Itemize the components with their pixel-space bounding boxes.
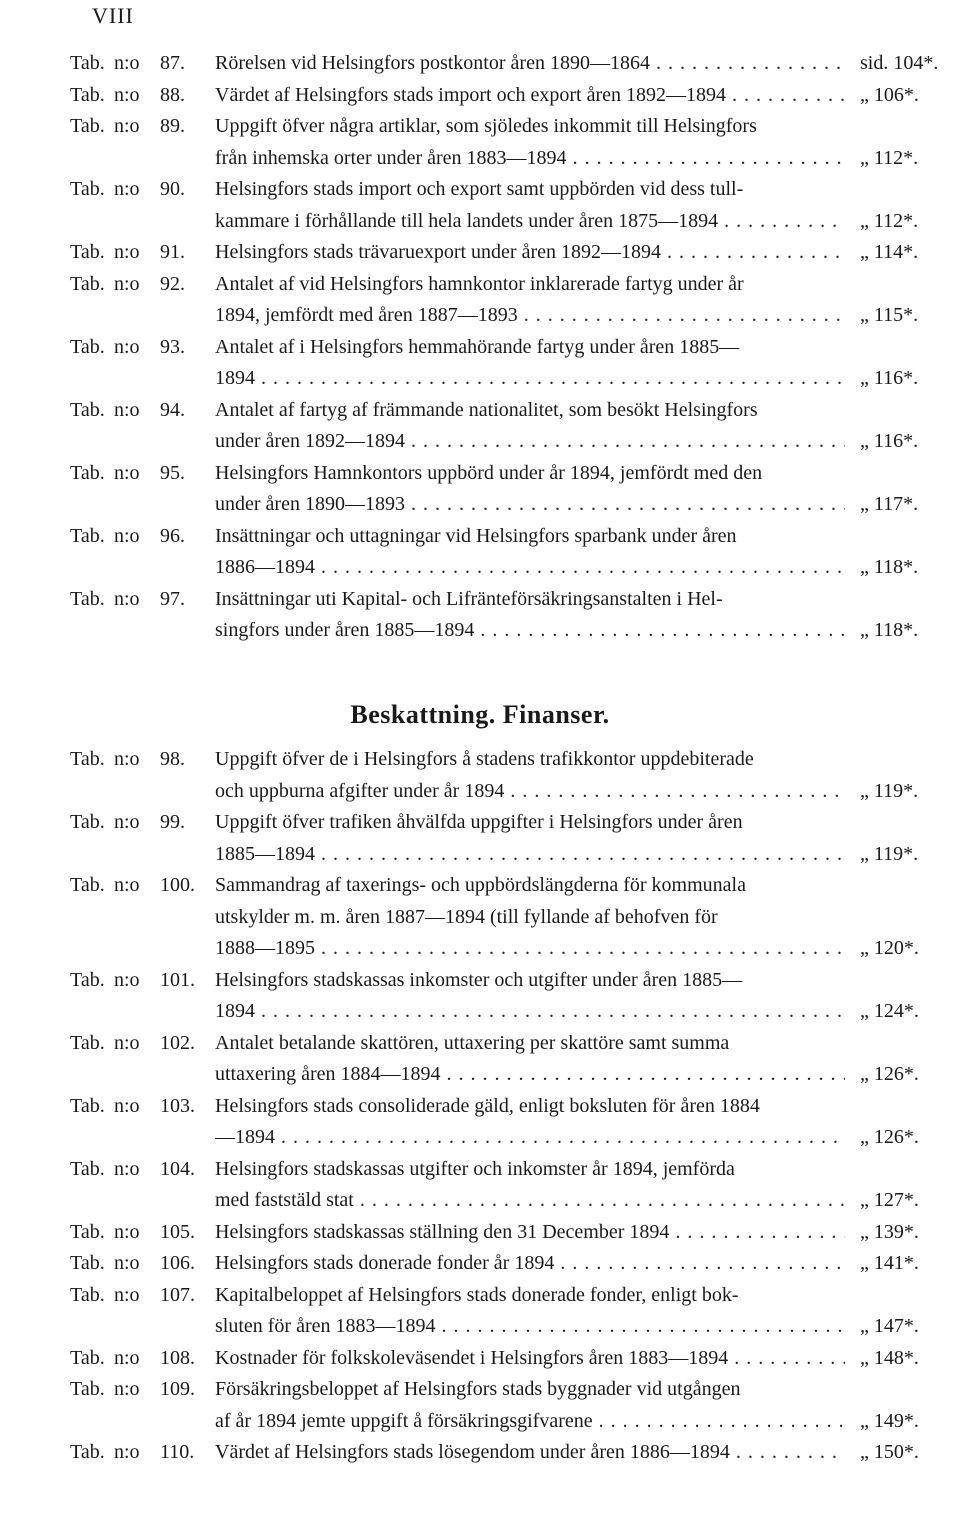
table-label bbox=[70, 458, 210, 490]
description-line bbox=[215, 1059, 845, 1091]
description-text: Rörelsen vid Helsingfors postkontor åren 1890—1864 bbox=[215, 52, 650, 74]
dot-leader bbox=[447, 1059, 846, 1091]
dot-leader bbox=[261, 996, 845, 1028]
table-label-num: 106. bbox=[160, 1252, 195, 1274]
description-line bbox=[215, 1122, 845, 1154]
section-heading: Beskattning. Finanser. bbox=[350, 700, 610, 729]
dot-leader bbox=[599, 1406, 845, 1438]
dot-leader bbox=[732, 80, 845, 112]
description-text: Helsingfors stads import och export samt uppbörden vid dess tull- bbox=[215, 178, 744, 200]
table-label bbox=[70, 1437, 210, 1469]
table-label bbox=[70, 521, 210, 553]
table-label-tab: Tab. bbox=[70, 968, 105, 991]
description-text: Antalet af vid Helsingfors hamnkontor inklarerade fartyg under år bbox=[215, 272, 744, 295]
toc-entry bbox=[0, 1091, 960, 1154]
table-label bbox=[70, 870, 210, 902]
description-line bbox=[215, 1028, 845, 1060]
table-label-num: 102. bbox=[160, 1031, 195, 1054]
table-label-no: n:o bbox=[114, 115, 140, 137]
table-label-tab: Tab. bbox=[70, 1252, 105, 1274]
page-reference: „ 124*. bbox=[860, 1000, 919, 1022]
description-line bbox=[215, 1248, 845, 1280]
table-label-no: n:o bbox=[114, 524, 140, 547]
table-label-no: n:o bbox=[114, 335, 140, 358]
table-description bbox=[215, 174, 845, 237]
dot-leader bbox=[736, 1437, 845, 1469]
description-text: af år 1894 jemte uppgift å försäkringsgifvarene bbox=[215, 1409, 593, 1432]
table-label-tab: Tab. bbox=[70, 524, 105, 547]
description-line bbox=[215, 807, 845, 839]
description-line bbox=[215, 1185, 845, 1217]
dot-leader bbox=[724, 206, 845, 238]
table-label-num: 101. bbox=[160, 968, 195, 991]
description-text: under åren 1892—1894 bbox=[215, 430, 405, 452]
description-line bbox=[215, 1437, 845, 1469]
description-line bbox=[215, 965, 845, 997]
table-label-num: 96. bbox=[160, 524, 185, 547]
table-label bbox=[70, 744, 210, 776]
description-text: Kostnader för folkskoleväsendet i Helsingfors åren 1883—1894 bbox=[215, 1346, 729, 1369]
table-label bbox=[70, 111, 210, 143]
table-label bbox=[70, 269, 210, 301]
description-text: Värdet af Helsingfors stads lösegendom under åren 1886—1894 bbox=[215, 1441, 730, 1463]
dot-leader bbox=[560, 1248, 845, 1280]
table-label-num: 87. bbox=[160, 52, 185, 74]
toc-entry bbox=[0, 237, 960, 269]
description-line bbox=[215, 48, 845, 80]
table-description bbox=[215, 80, 845, 112]
description-line bbox=[215, 1311, 845, 1343]
dot-leader bbox=[261, 363, 845, 395]
description-text: sluten för åren 1883—1894 bbox=[215, 1315, 436, 1337]
description-text: Helsingfors stadskassas utgifter och inkomster år 1894, jemförda bbox=[215, 1157, 735, 1180]
page-reference: „ 147*. bbox=[860, 1315, 919, 1337]
table-label-num: 100. bbox=[160, 874, 195, 896]
description-line bbox=[215, 1091, 845, 1123]
description-line bbox=[215, 332, 845, 364]
description-text: från inhemska orter under åren 1883—1894 bbox=[215, 146, 567, 169]
table-label-num: 93. bbox=[160, 335, 185, 358]
table-label-tab: Tab. bbox=[70, 1378, 105, 1400]
description-text: utskylder m. m. åren 1887—1894 (till fyllande af behofven för bbox=[215, 905, 718, 928]
toc-entry bbox=[0, 744, 960, 807]
table-description bbox=[215, 744, 845, 807]
description-text: Antalet af i Helsingfors hemmahörande fartyg under åren 1885— bbox=[215, 335, 740, 358]
table-label-num: 90. bbox=[160, 178, 185, 200]
table-label-tab: Tab. bbox=[70, 335, 105, 358]
page-reference: „ 126*. bbox=[860, 1126, 919, 1148]
description-text: Värdet af Helsingfors stads import och export åren 1892—1894 bbox=[215, 83, 726, 106]
description-text: Antalet betalande skattören, uttaxering per skattöre samt summa bbox=[215, 1031, 730, 1054]
table-label-tab: Tab. bbox=[70, 811, 105, 833]
toc-entry bbox=[0, 807, 960, 870]
dot-leader bbox=[360, 1185, 845, 1217]
table-label-tab: Tab. bbox=[70, 115, 105, 137]
page-number: VIII bbox=[92, 3, 134, 28]
description-line bbox=[215, 902, 845, 934]
description-line bbox=[215, 776, 845, 808]
table-description bbox=[215, 1343, 845, 1375]
description-text: Uppgift öfver trafiken åhvälfda uppgifter i Helsingfors under åren bbox=[215, 811, 743, 833]
toc-entry bbox=[0, 1280, 960, 1343]
dot-leader bbox=[411, 426, 845, 458]
table-label-tab: Tab. bbox=[70, 178, 105, 200]
table-description bbox=[215, 458, 845, 521]
description-text: 1888—1895 bbox=[215, 937, 315, 959]
dot-leader bbox=[411, 489, 845, 521]
description-line bbox=[215, 458, 845, 490]
toc-entry bbox=[0, 584, 960, 647]
dot-leader bbox=[510, 776, 845, 808]
table-label-no: n:o bbox=[114, 1031, 140, 1054]
page-reference: „ 118*. bbox=[860, 556, 919, 578]
table-description bbox=[215, 807, 845, 870]
table-label-tab: Tab. bbox=[70, 1157, 105, 1180]
description-line bbox=[215, 521, 845, 553]
description-line bbox=[215, 489, 845, 521]
table-label-tab: Tab. bbox=[70, 1220, 105, 1243]
table-label-no: n:o bbox=[114, 1441, 140, 1463]
table-label bbox=[70, 332, 210, 364]
page-reference: „ 126*. bbox=[860, 1063, 919, 1085]
table-description bbox=[215, 965, 845, 1028]
description-line bbox=[215, 174, 845, 206]
description-text: Uppgift öfver några artiklar, som sjöledes inkommit till Helsingfors bbox=[215, 115, 757, 137]
table-label bbox=[70, 48, 210, 80]
page-reference: „ 150*. bbox=[860, 1441, 919, 1463]
table-description bbox=[215, 237, 845, 269]
description-line bbox=[215, 395, 845, 427]
description-line bbox=[215, 839, 845, 871]
page-reference: „ 119*. bbox=[860, 842, 919, 865]
dot-leader bbox=[573, 143, 845, 175]
description-line bbox=[215, 744, 845, 776]
description-line bbox=[215, 206, 845, 238]
table-description bbox=[215, 1280, 845, 1343]
table-label-no: n:o bbox=[114, 1157, 140, 1180]
toc-entry bbox=[0, 1028, 960, 1091]
table-label-tab: Tab. bbox=[70, 1094, 105, 1117]
dot-leader bbox=[321, 839, 845, 871]
table-label-no: n:o bbox=[114, 83, 140, 106]
table-label-no: n:o bbox=[114, 1252, 140, 1274]
description-line bbox=[215, 80, 845, 112]
table-label bbox=[70, 1154, 210, 1186]
table-label-no: n:o bbox=[114, 874, 140, 896]
page-reference: „ 117*. bbox=[860, 493, 919, 515]
description-line bbox=[215, 933, 845, 965]
table-label-no: n:o bbox=[114, 461, 140, 484]
table-label-no: n:o bbox=[114, 1346, 140, 1369]
toc-entry bbox=[0, 111, 960, 174]
description-text: Helsingfors Hamnkontors uppbörd under år 1894, jemfördt med den bbox=[215, 461, 763, 484]
table-label bbox=[70, 174, 210, 206]
table-label-num: 104. bbox=[160, 1157, 195, 1180]
table-label-tab: Tab. bbox=[70, 1441, 105, 1463]
table-label-num: 92. bbox=[160, 272, 185, 295]
table-description bbox=[215, 332, 845, 395]
toc-entry bbox=[0, 458, 960, 521]
table-label bbox=[70, 1217, 210, 1249]
description-text: och uppburna afgifter under år 1894 bbox=[215, 779, 505, 802]
dot-leader bbox=[321, 552, 845, 584]
page-reference: sid. 104*. bbox=[860, 52, 939, 74]
description-text: 1894, jemfördt med åren 1887—1893 bbox=[215, 304, 518, 326]
description-line bbox=[215, 870, 845, 902]
table-label-tab: Tab. bbox=[70, 1346, 105, 1369]
table-label-num: 110. bbox=[160, 1441, 195, 1463]
description-line bbox=[215, 300, 845, 332]
description-line bbox=[215, 1280, 845, 1312]
table-description bbox=[215, 48, 845, 80]
table-label bbox=[70, 1343, 210, 1375]
toc-entry bbox=[0, 1248, 960, 1280]
toc-entry bbox=[0, 269, 960, 332]
description-line bbox=[215, 1374, 845, 1406]
dot-leader bbox=[442, 1311, 845, 1343]
dot-leader bbox=[675, 1217, 845, 1249]
table-label-no: n:o bbox=[114, 968, 140, 991]
description-line bbox=[215, 552, 845, 584]
table-label-num: 88. bbox=[160, 83, 185, 106]
table-description bbox=[215, 1091, 845, 1154]
table-label-num: 99. bbox=[160, 811, 185, 833]
description-line bbox=[215, 1217, 845, 1249]
table-label-no: n:o bbox=[114, 1378, 140, 1400]
table-label-tab: Tab. bbox=[70, 461, 105, 484]
toc-entry bbox=[0, 174, 960, 237]
page-reference: „ 116*. bbox=[860, 367, 919, 389]
table-label bbox=[70, 80, 210, 112]
toc-entry bbox=[0, 521, 960, 584]
page-reference: „ 112*. bbox=[860, 209, 919, 232]
toc-entry bbox=[0, 1154, 960, 1217]
table-label-tab: Tab. bbox=[70, 241, 105, 263]
description-text: Helsingfors stads trävaruexport under åren 1892—1894 bbox=[215, 241, 661, 263]
table-label-no: n:o bbox=[114, 748, 140, 770]
table-description bbox=[215, 1374, 845, 1437]
description-text: 1894 bbox=[215, 367, 255, 389]
table-list-section-2 bbox=[0, 744, 960, 1469]
page-reference: „ 118*. bbox=[860, 619, 919, 641]
description-text: Försäkringsbeloppet af Helsingfors stads byggnader vid utgången bbox=[215, 1378, 741, 1400]
table-label-num: 91. bbox=[160, 241, 185, 263]
table-label bbox=[70, 1248, 210, 1280]
table-label bbox=[70, 584, 210, 616]
table-label-tab: Tab. bbox=[70, 587, 105, 610]
table-label-no: n:o bbox=[114, 1220, 140, 1243]
table-label-tab: Tab. bbox=[70, 874, 105, 896]
table-description bbox=[215, 1217, 845, 1249]
description-line bbox=[215, 426, 845, 458]
table-label-no: n:o bbox=[114, 178, 140, 200]
toc-entry bbox=[0, 395, 960, 458]
table-label-no: n:o bbox=[114, 1094, 140, 1117]
description-text: 1894 bbox=[215, 1000, 255, 1022]
description-line bbox=[215, 1343, 845, 1375]
toc-entry bbox=[0, 332, 960, 395]
dot-leader bbox=[734, 1343, 845, 1375]
description-text: —1894 bbox=[215, 1126, 275, 1148]
table-description bbox=[215, 584, 845, 647]
description-text: Insättningar uti Kapital- och Lifränteförsäkringsanstalten i Hel- bbox=[215, 587, 723, 610]
table-description bbox=[215, 1028, 845, 1091]
table-label-no: n:o bbox=[114, 272, 140, 295]
table-label-tab: Tab. bbox=[70, 1031, 105, 1054]
description-text: Sammandrag af taxerings- och uppbördslängderna för kommunala bbox=[215, 874, 746, 896]
description-text: Insättningar och uttagningar vid Helsingfors sparbank under åren bbox=[215, 524, 737, 547]
table-label-num: 105. bbox=[160, 1220, 195, 1243]
table-label-num: 107. bbox=[160, 1283, 195, 1306]
page-reference: „ 112*. bbox=[860, 146, 919, 169]
description-text: Uppgift öfver de i Helsingfors å stadens trafikkontor uppdebiterade bbox=[215, 748, 754, 770]
table-label-num: 108. bbox=[160, 1346, 195, 1369]
dot-leader bbox=[524, 300, 845, 332]
description-line bbox=[215, 584, 845, 616]
page-reference: „ 141*. bbox=[860, 1252, 919, 1274]
table-label bbox=[70, 807, 210, 839]
table-label-num: 97. bbox=[160, 587, 185, 610]
table-label bbox=[70, 1028, 210, 1060]
table-label-no: n:o bbox=[114, 398, 140, 421]
table-description bbox=[215, 870, 845, 965]
table-description bbox=[215, 1248, 845, 1280]
table-description bbox=[215, 269, 845, 332]
description-line bbox=[215, 1406, 845, 1438]
table-description bbox=[215, 395, 845, 458]
table-label-num: 89. bbox=[160, 115, 185, 137]
table-label-no: n:o bbox=[114, 811, 140, 833]
table-label-num: 109. bbox=[160, 1378, 195, 1400]
toc-entry bbox=[0, 80, 960, 112]
description-text: Helsingfors stadskassas ställning den 31 December 1894 bbox=[215, 1220, 670, 1243]
table-label-num: 103. bbox=[160, 1094, 195, 1117]
table-description bbox=[215, 1437, 845, 1469]
table-label bbox=[70, 395, 210, 427]
description-line bbox=[215, 363, 845, 395]
description-text: uttaxering åren 1884—1894 bbox=[215, 1063, 441, 1085]
description-line bbox=[215, 1154, 845, 1186]
page-reference: „ 119*. bbox=[860, 779, 919, 802]
page-reference: „ 115*. bbox=[860, 304, 919, 326]
description-text: kammare i förhållande till hela landets under åren 1875—1894 bbox=[215, 209, 719, 232]
table-label-num: 98. bbox=[160, 748, 185, 770]
description-text: 1885—1894 bbox=[215, 842, 315, 865]
table-label-num: 95. bbox=[160, 461, 185, 484]
page-reference: „ 149*. bbox=[860, 1409, 919, 1432]
table-description bbox=[215, 521, 845, 584]
description-text: under åren 1890—1893 bbox=[215, 493, 405, 515]
table-label bbox=[70, 965, 210, 997]
dot-leader bbox=[321, 933, 845, 965]
table-label-tab: Tab. bbox=[70, 748, 105, 770]
description-line bbox=[215, 615, 845, 647]
page-reference: „ 148*. bbox=[860, 1346, 919, 1369]
toc-entry bbox=[0, 1374, 960, 1437]
table-label-no: n:o bbox=[114, 1283, 140, 1306]
description-line bbox=[215, 996, 845, 1028]
page-reference: „ 114*. bbox=[860, 241, 919, 263]
page-reference: „ 106*. bbox=[860, 83, 919, 106]
description-line bbox=[215, 237, 845, 269]
page-reference: „ 139*. bbox=[860, 1220, 919, 1243]
table-label-tab: Tab. bbox=[70, 398, 105, 421]
table-label bbox=[70, 1091, 210, 1123]
table-label-num: 94. bbox=[160, 398, 185, 421]
toc-entry bbox=[0, 48, 960, 80]
table-label-no: n:o bbox=[114, 52, 140, 74]
table-label bbox=[70, 1280, 210, 1312]
table-label-tab: Tab. bbox=[70, 52, 105, 74]
dot-leader bbox=[281, 1122, 845, 1154]
table-label-tab: Tab. bbox=[70, 1283, 105, 1306]
description-text: 1886—1894 bbox=[215, 556, 315, 578]
toc-entry bbox=[0, 965, 960, 1028]
table-label-no: n:o bbox=[114, 241, 140, 263]
description-line bbox=[215, 269, 845, 301]
page-reference: „ 120*. bbox=[860, 937, 919, 959]
description-text: singfors under åren 1885—1894 bbox=[215, 619, 475, 641]
table-description bbox=[215, 111, 845, 174]
table-list-section-1 bbox=[0, 48, 960, 647]
description-line bbox=[215, 143, 845, 175]
page-reference: „ 127*. bbox=[860, 1189, 919, 1211]
table-label-tab: Tab. bbox=[70, 272, 105, 295]
description-text: med faststäld stat bbox=[215, 1189, 354, 1211]
table-label-no: n:o bbox=[114, 587, 140, 610]
page-reference: „ 116*. bbox=[860, 430, 919, 452]
toc-entry bbox=[0, 870, 960, 965]
toc-entry bbox=[0, 1217, 960, 1249]
description-text: Helsingfors stadskassas inkomster och utgifter under åren 1885— bbox=[215, 968, 743, 991]
description-line bbox=[215, 111, 845, 143]
dot-leader bbox=[480, 615, 845, 647]
table-label bbox=[70, 237, 210, 269]
table-description bbox=[215, 1154, 845, 1217]
toc-entry bbox=[0, 1437, 960, 1469]
description-text: Antalet af fartyg af främmande nationalitet, som besökt Helsingfors bbox=[215, 398, 758, 421]
description-text: Helsingfors stads donerade fonder år 1894 bbox=[215, 1252, 555, 1274]
description-text: Helsingfors stads consoliderade gäld, enligt boksluten för åren 1884 bbox=[215, 1094, 760, 1117]
toc-entry bbox=[0, 1343, 960, 1375]
description-text: Kapitalbeloppet af Helsingfors stads donerade fonder, enligt bok- bbox=[215, 1283, 739, 1306]
dot-leader bbox=[667, 237, 845, 269]
table-label bbox=[70, 1374, 210, 1406]
dot-leader bbox=[656, 48, 845, 80]
table-label-tab: Tab. bbox=[70, 83, 105, 106]
